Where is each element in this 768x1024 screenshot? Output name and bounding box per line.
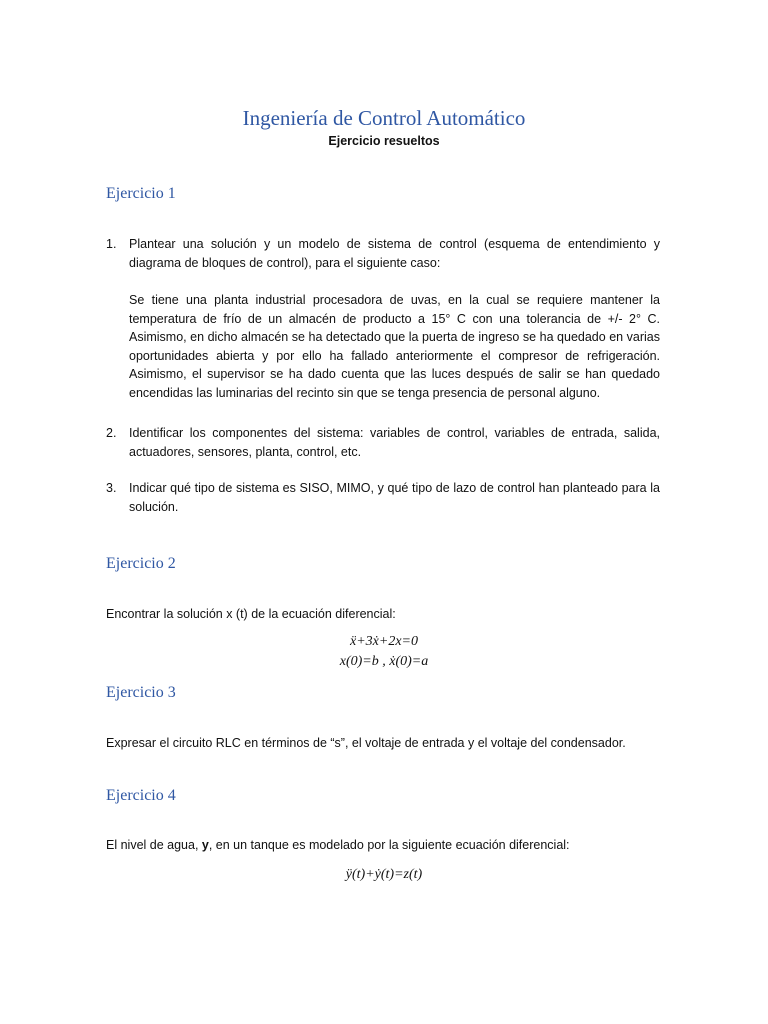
ejercicio-1-heading: Ejercicio 1 [106,185,176,202]
list-number-3: 3. [106,481,117,495]
ejercicio-2-text: Encontrar la solución x (t) de la ecuación diferencial: [106,607,396,621]
ejercicio-2-initial-conditions: x(0)=b , ẋ(0)=a [339,654,429,669]
list-number-2: 2. [106,426,117,440]
ejercicio-1-item-3: Indicar qué tipo de sistema es SISO, MIMO, y qué tipo de lazo de control han planteado para la solución. [129,481,660,514]
ejercicio-4-equation: ÿ(t)+ẏ(t)=z(t) [345,867,423,882]
ejercicio-2-equation: ẍ+3ẋ+2x=0 [350,634,418,649]
document-title: Ingeniería de Control Automático [242,106,526,130]
ejercicio-4-text [106,836,661,855]
ejercicio-3-heading: Ejercicio 3 [106,684,176,701]
ejercicio-4-text-before: El nivel de agua, [106,838,202,852]
document-subtitle: Ejercicio resueltos [328,134,440,148]
ejercicio-4-text-after: , en un tanque es modelado por la siguiente ecuación diferencial: [208,838,570,852]
ejercicio-1-item-2: Identificar los componentes del sistema: variables de control, variables de entrada, salida, actuadores, sensores, planta, control, etc. [129,426,660,459]
ejercicio-2-heading: Ejercicio 2 [106,555,176,572]
variable-y: y [201,838,209,852]
ejercicio-1-case-description: Se tiene una planta industrial procesadora de uvas, en la cual se requiere mantener la temperatura de frío de un almacén de producto a 15° C con una tolerancia de +/- 2° C. Asimismo, en dicho almacén se ha detectado que la puerta de ingreso se ha quedado en varias oportunidades abierta y por ello ha fallado anteriormente el compresor de refrigeración. Asimismo, el supervisor se ha dado cuenta que las luces después de salir se han quedado encendidas las luminarias del recinto sin que se tenga presencia de personal alguno. [129,293,660,400]
list-number-1: 1. [106,237,117,251]
ejercicio-4-heading: Ejercicio 4 [106,787,176,804]
ejercicio-3-text: Expresar el circuito RLC en términos de “s”, el voltaje de entrada y el voltaje del condensador. [106,736,626,750]
ejercicio-1-item-1: Plantear una solución y un modelo de sistema de control (esquema de entendimiento y diagrama de bloques de control), para el siguiente caso: [129,237,660,270]
